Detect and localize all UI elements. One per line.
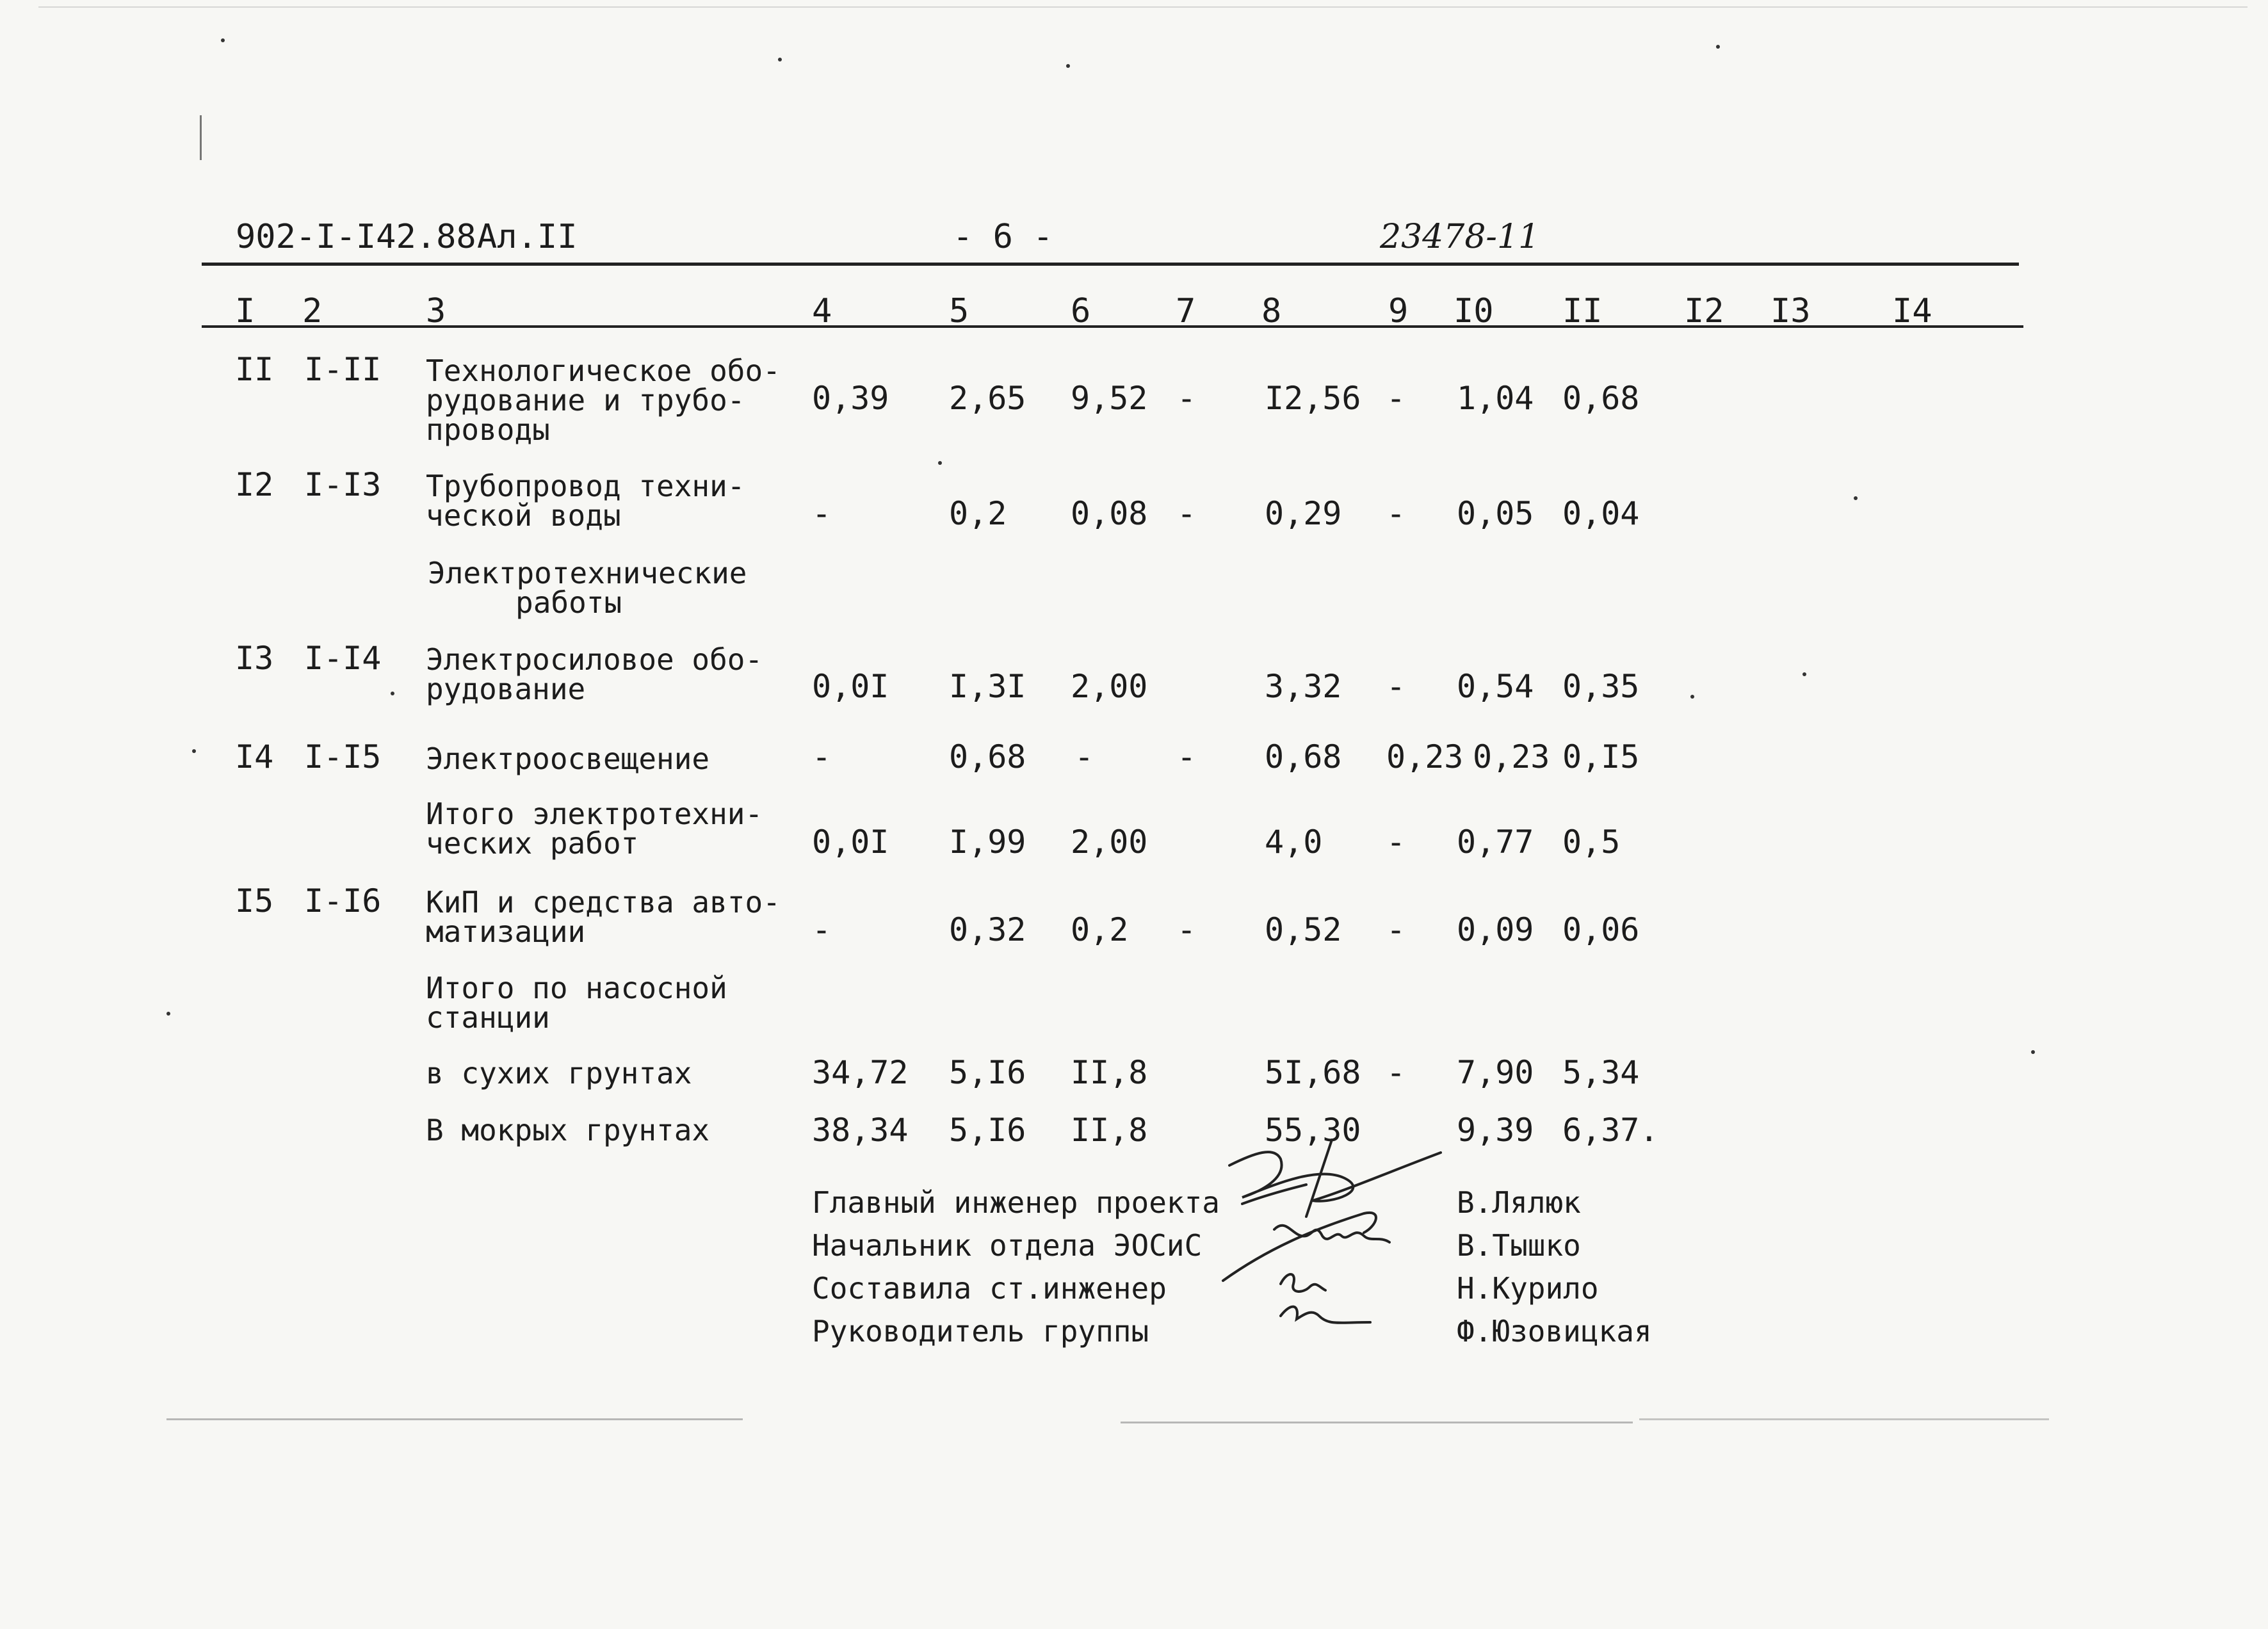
cell-col11: 5,34 bbox=[1562, 1054, 1640, 1091]
scan-artifact-edge bbox=[200, 115, 202, 160]
cell-col6: II,8 bbox=[1071, 1112, 1148, 1149]
row-code: I-II bbox=[304, 351, 382, 388]
cell-col7: - bbox=[1177, 495, 1197, 532]
cell-col5: I,99 bbox=[949, 823, 1026, 861]
cell-col9: - bbox=[1386, 495, 1406, 532]
signature-role: Составила ст.инженер bbox=[812, 1271, 1167, 1306]
cell-col7: - bbox=[1177, 380, 1197, 417]
cell-col4: 38,34 bbox=[812, 1112, 909, 1149]
row-name-line: ческой воды bbox=[426, 498, 621, 533]
cell-col6: 9,52 bbox=[1071, 380, 1148, 417]
row-name-line: Электротехнические bbox=[428, 556, 747, 590]
cell-col9: - bbox=[1386, 1054, 1406, 1091]
cell-col4: - bbox=[812, 738, 832, 775]
cell-col5: 0,68 bbox=[949, 738, 1026, 775]
column-header: 5 bbox=[949, 292, 969, 330]
cell-col4: 34,72 bbox=[812, 1054, 909, 1091]
cell-col11: 0,35 bbox=[1562, 668, 1640, 705]
row-code: I-I4 bbox=[304, 640, 382, 677]
cell-col10: 0,09 bbox=[1457, 911, 1534, 948]
header-bottom-rule bbox=[202, 325, 2023, 328]
scan-artifact-line bbox=[1121, 1422, 1633, 1423]
row-name-line: Итого по насосной bbox=[426, 971, 727, 1005]
signatory-name: В.Тышко bbox=[1457, 1228, 1581, 1263]
scan-speck bbox=[391, 692, 394, 695]
row-name-line: матизации bbox=[426, 914, 586, 949]
inventory-number: 23478-11 bbox=[1380, 218, 1540, 256]
row-name-line: рудование и трубо- bbox=[426, 383, 745, 417]
signature-role: Главный инженер проекта bbox=[812, 1185, 1220, 1220]
row-name-line: Технологическое обо- bbox=[426, 353, 781, 388]
row-name-line: Итого электротехни- bbox=[426, 797, 763, 831]
cell-col8: 4,0 bbox=[1265, 823, 1323, 861]
header-top-rule bbox=[202, 263, 2019, 266]
signature-role: Начальник отдела ЭОСиС bbox=[812, 1228, 1203, 1263]
cell-col8: I2,56 bbox=[1265, 380, 1361, 417]
column-header: I4 bbox=[1892, 292, 1932, 330]
cell-col6: 0,2 bbox=[1071, 911, 1129, 948]
cell-col5: 2,65 bbox=[949, 380, 1026, 417]
cell-col10: 0,77 bbox=[1457, 823, 1534, 861]
cell-col5: 0,2 bbox=[949, 495, 1007, 532]
cell-col6: 0,08 bbox=[1071, 495, 1148, 532]
row-name-line: проводы bbox=[426, 412, 550, 447]
cell-col11: 0,04 bbox=[1562, 495, 1640, 532]
cell-col8: 0,68 bbox=[1265, 738, 1342, 775]
cell-col10: 9,39 bbox=[1457, 1112, 1534, 1149]
cell-col5: 5,I6 bbox=[949, 1112, 1026, 1149]
cell-col6: 2,00 bbox=[1071, 668, 1148, 705]
cell-col9: - bbox=[1386, 380, 1406, 417]
cell-col4: 0,0I bbox=[812, 668, 889, 705]
signature-role: Руководитель группы bbox=[812, 1314, 1149, 1349]
scan-speck bbox=[166, 1012, 170, 1016]
document-code: 902-I-I42.88 bbox=[236, 218, 476, 256]
row-number: I5 bbox=[235, 882, 274, 920]
cell-col5: 5,I6 bbox=[949, 1054, 1026, 1091]
scan-speck bbox=[1854, 496, 1858, 500]
row-name-line: Трубопровод техни- bbox=[426, 469, 745, 503]
cell-col4: 0,0I bbox=[812, 823, 889, 861]
cell-col6: 2,00 bbox=[1071, 823, 1148, 861]
signatory-name: Н.Курило bbox=[1457, 1271, 1599, 1306]
row-name-line: Электроосвещение bbox=[426, 742, 710, 776]
cell-col9: - bbox=[1386, 823, 1406, 861]
cell-col11: 0,I5 bbox=[1562, 738, 1640, 775]
scan-speck bbox=[192, 749, 196, 753]
scan-speck bbox=[2031, 1050, 2035, 1054]
scan-speck bbox=[221, 38, 225, 42]
cell-col7: - bbox=[1177, 911, 1197, 948]
scan-artifact-line bbox=[38, 6, 2248, 8]
column-header: 9 bbox=[1388, 292, 1409, 330]
cell-col5: 0,32 bbox=[949, 911, 1026, 948]
cell-col10: 7,90 bbox=[1457, 1054, 1534, 1091]
column-header: I bbox=[235, 292, 255, 330]
scan-speck bbox=[938, 461, 942, 465]
row-name-line: рудование bbox=[426, 672, 586, 706]
row-code: I-I3 bbox=[304, 466, 382, 503]
row-code: I-I6 bbox=[304, 882, 382, 920]
column-header: 3 bbox=[426, 292, 446, 330]
row-code: I-I5 bbox=[304, 738, 382, 775]
cell-col11: 0,06 bbox=[1562, 911, 1640, 948]
scan-artifact-line bbox=[166, 1418, 743, 1420]
column-header: 4 bbox=[812, 292, 832, 330]
row-name-line: КиП и средства авто- bbox=[426, 885, 781, 920]
handwritten-signature bbox=[1217, 1140, 1460, 1354]
row-number: I4 bbox=[235, 738, 274, 775]
album-number: Ал.II bbox=[477, 218, 578, 256]
cell-col4: - bbox=[812, 495, 832, 532]
column-header: 7 bbox=[1176, 292, 1196, 330]
cell-col9: - bbox=[1386, 668, 1406, 705]
column-header: I2 bbox=[1684, 292, 1724, 330]
cell-col11: 0,5 bbox=[1562, 823, 1621, 861]
cell-col4: 0,39 bbox=[812, 380, 889, 417]
cell-col8: 0,29 bbox=[1265, 495, 1342, 532]
scan-speck bbox=[1690, 695, 1694, 699]
cell-col9: 0,23 bbox=[1386, 738, 1464, 775]
row-name-line: В мокрых грунтах bbox=[426, 1113, 710, 1147]
row-name-line: в сухих грунтах bbox=[426, 1056, 692, 1090]
cell-col11: 6,37. bbox=[1562, 1112, 1659, 1149]
row-name-line: работы bbox=[515, 585, 622, 620]
scan-artifact-line bbox=[1639, 1418, 2049, 1420]
column-header: II bbox=[1562, 292, 1603, 330]
column-header: I0 bbox=[1454, 292, 1494, 330]
column-header: I3 bbox=[1770, 292, 1811, 330]
cell-col11: 0,68 bbox=[1562, 380, 1640, 417]
cell-col8: 0,52 bbox=[1265, 911, 1342, 948]
cell-col6: II,8 bbox=[1071, 1054, 1148, 1091]
cell-col8: 55,30 bbox=[1265, 1112, 1361, 1149]
row-number: II bbox=[235, 351, 274, 388]
scan-speck bbox=[778, 58, 782, 61]
column-header: 6 bbox=[1071, 292, 1091, 330]
cell-col8: 3,32 bbox=[1265, 668, 1342, 705]
cell-col8: 5I,68 bbox=[1265, 1054, 1361, 1091]
row-name-line: Электросиловое обо- bbox=[426, 642, 763, 677]
cell-col4: - bbox=[812, 911, 832, 948]
cell-col10: 1,04 bbox=[1457, 380, 1534, 417]
row-number: I3 bbox=[235, 640, 274, 677]
column-header: 2 bbox=[302, 292, 323, 330]
cell-col9: - bbox=[1386, 911, 1406, 948]
scan-speck bbox=[1716, 45, 1720, 49]
cell-col6: - bbox=[1074, 738, 1094, 775]
cell-col10: 0,54 bbox=[1457, 668, 1534, 705]
column-header: 8 bbox=[1261, 292, 1282, 330]
cell-col10: 0,23 bbox=[1473, 738, 1550, 775]
row-name-line: станции bbox=[426, 1000, 550, 1035]
row-number: I2 bbox=[235, 466, 274, 503]
cell-col7: - bbox=[1177, 738, 1197, 775]
signatory-name: Ф.Юзовицкая bbox=[1457, 1314, 1652, 1349]
scan-speck bbox=[1802, 672, 1806, 676]
cell-col10: 0,05 bbox=[1457, 495, 1534, 532]
signatory-name: В.Лялюк bbox=[1457, 1185, 1581, 1220]
scan-speck bbox=[1066, 64, 1070, 68]
row-name-line: ческих работ bbox=[426, 826, 639, 861]
cell-col5: I,3I bbox=[949, 668, 1026, 705]
page-number: - 6 - bbox=[953, 218, 1053, 256]
